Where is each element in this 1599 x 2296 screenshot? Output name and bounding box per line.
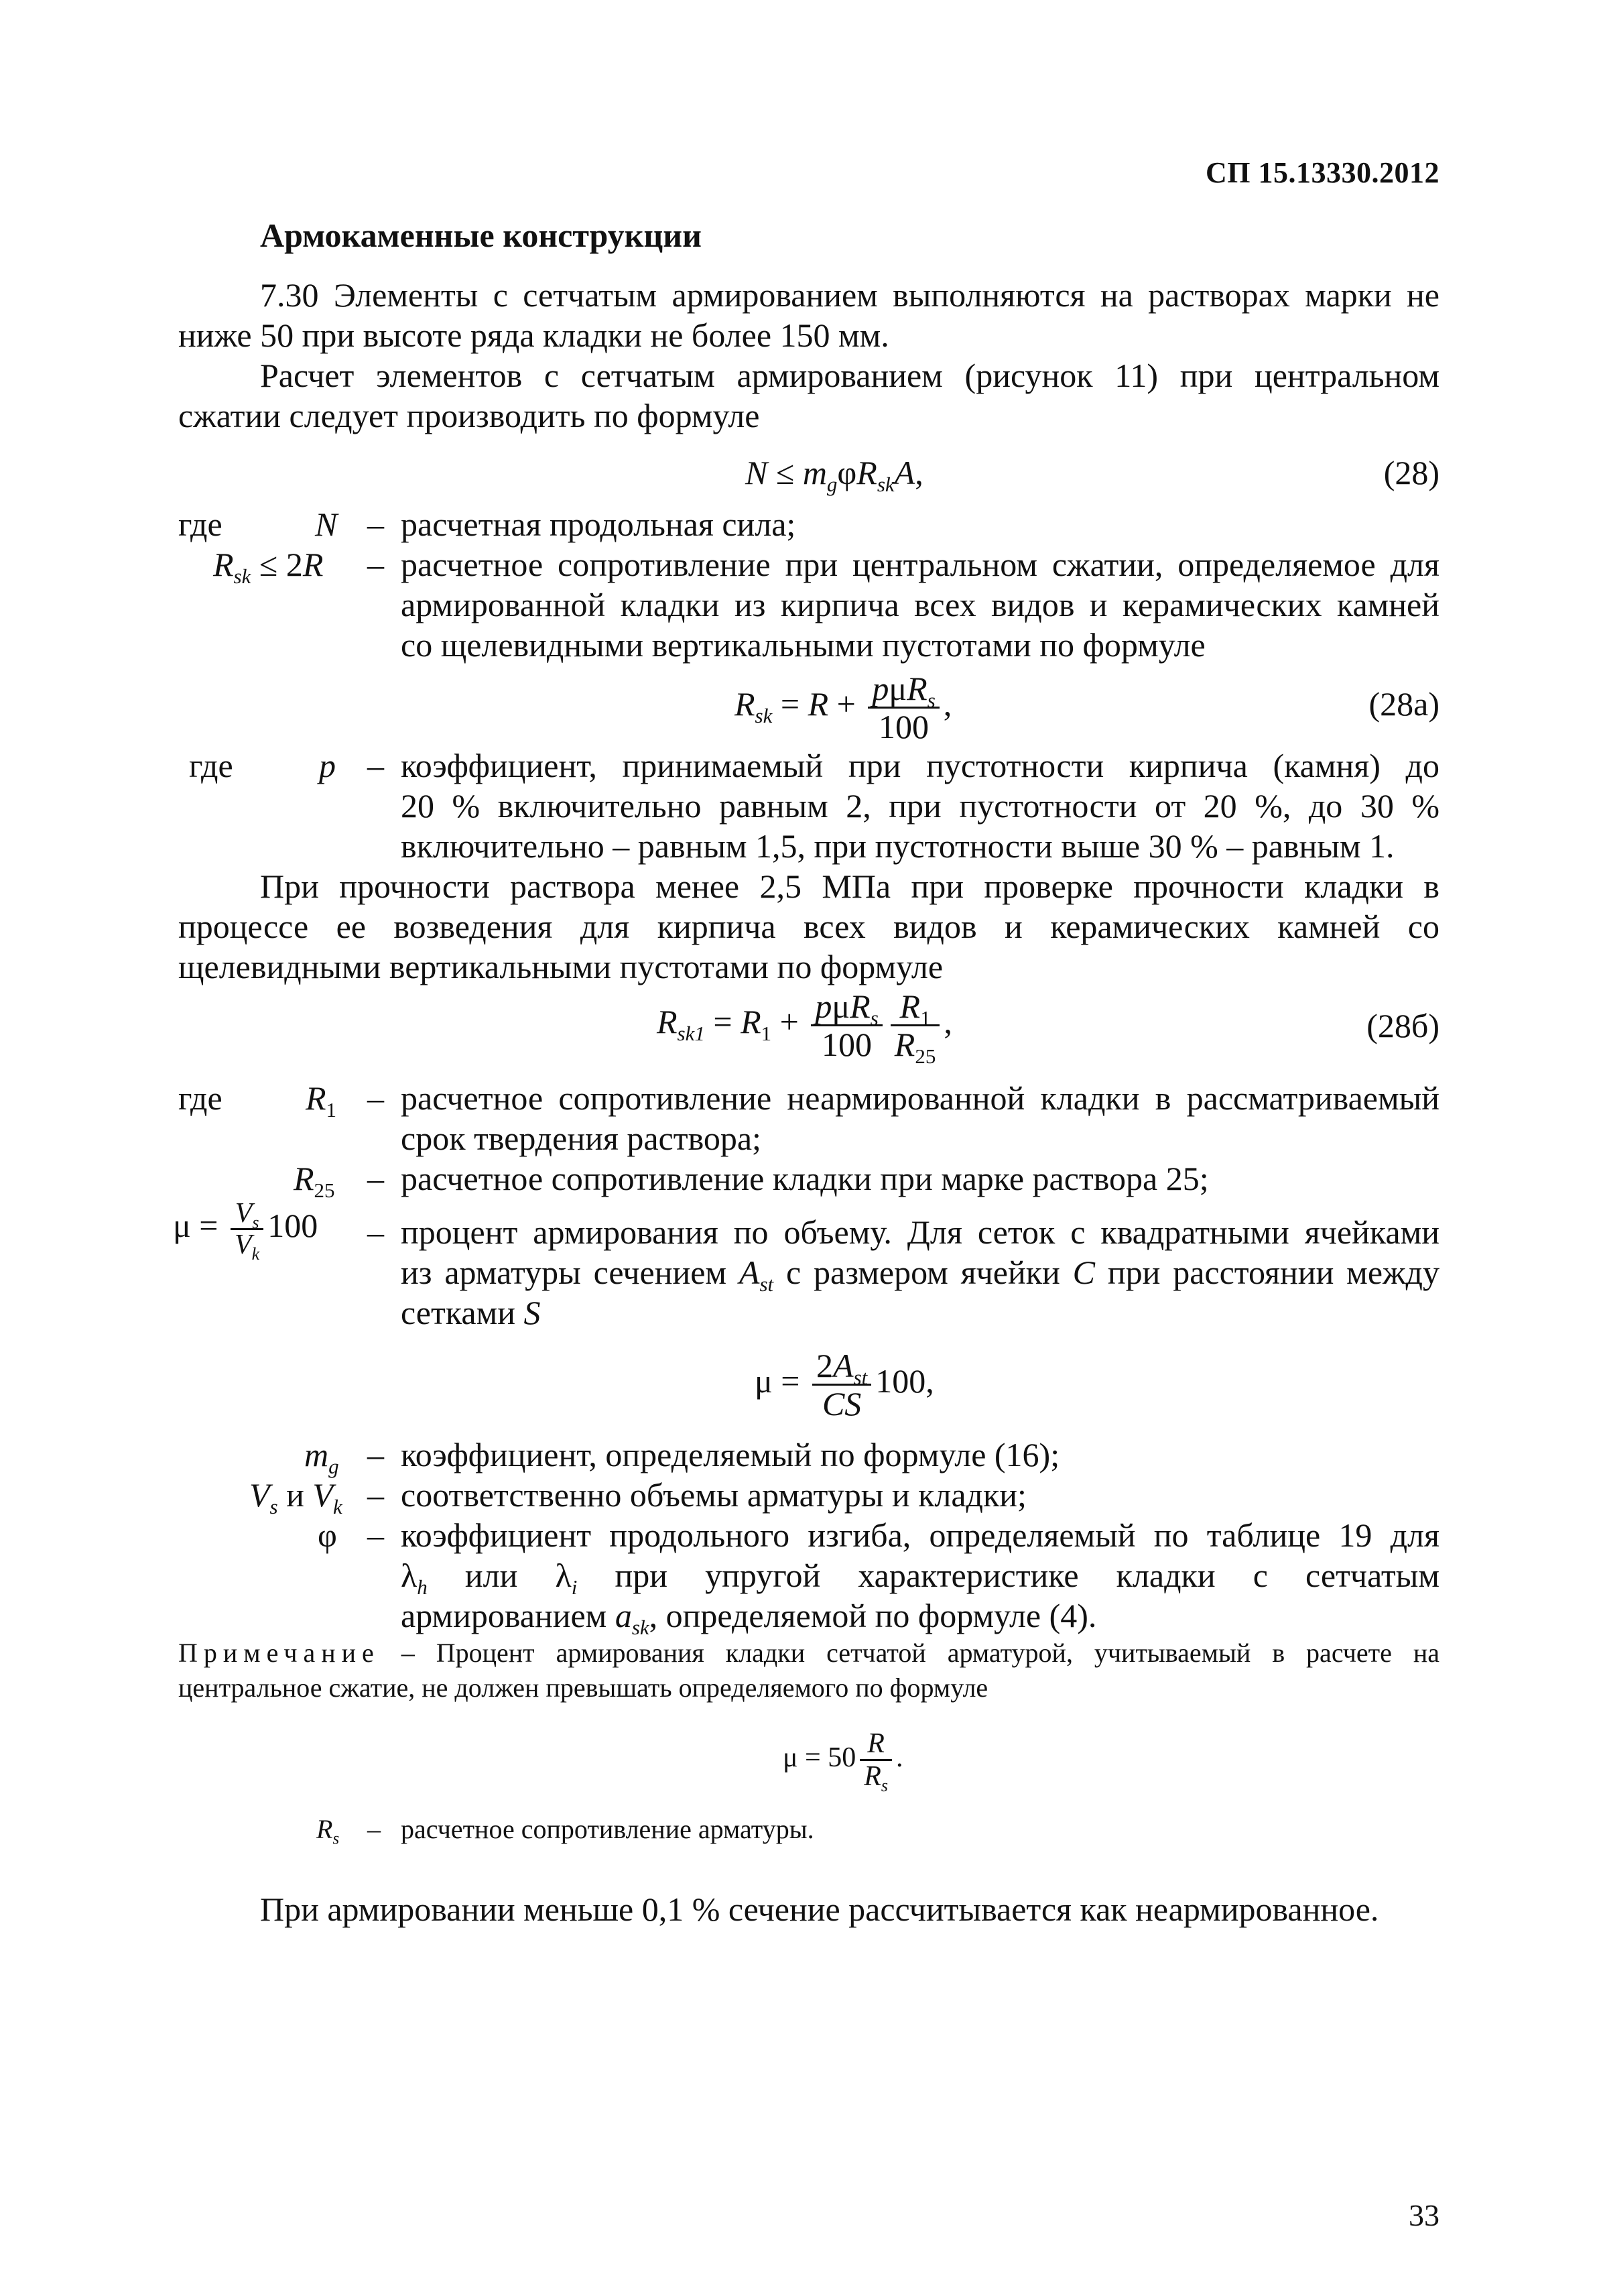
definition-dash: – (367, 1516, 384, 1554)
fraction-numerator: R (860, 1728, 892, 1761)
definition-line: армированной кладки из кирпича всех видов и керамических камней (401, 586, 1440, 623)
formula-subscript: sk (755, 703, 773, 727)
formula-28a (734, 670, 952, 745)
equation-number-28a: (28а) (1368, 685, 1440, 723)
note-line: центральное сжатие, не должен превышать определяемого по формуле (178, 1673, 988, 1703)
formula-punct: , (943, 684, 952, 723)
formula-punct: , (944, 1002, 952, 1040)
definition-mg (0, 1435, 1599, 1478)
definition-text (401, 745, 1440, 866)
formula-28 (745, 452, 923, 496)
definition-dash: – (367, 1079, 384, 1117)
fraction (868, 670, 939, 745)
formula-symbol: λ (401, 1557, 418, 1594)
formula-symbol: R (741, 1002, 761, 1040)
formula-symbol: μ = (755, 1362, 809, 1400)
definition-dash: – (367, 1814, 381, 1844)
where-label: где (189, 747, 233, 784)
formula-symbol: μ = 50 (783, 1742, 856, 1774)
fraction (891, 987, 940, 1068)
symbol-rs (316, 1811, 339, 1848)
formula-symbol: A (894, 454, 915, 491)
formula-subscript: k (332, 1494, 342, 1518)
symbol-phi: φ (318, 1516, 337, 1554)
formula-operator: + (828, 684, 865, 723)
formula-operator: = (704, 1002, 741, 1040)
definition-dash: – (367, 505, 384, 543)
formula-symbol: m (304, 1436, 329, 1473)
formula-subscript: g (826, 472, 838, 496)
equation-number-28: (28) (1383, 454, 1440, 491)
note-label: Примечание (178, 1638, 380, 1668)
definition-line: процент армирования по объему. Для сеток с квадратными ячейками (401, 1213, 1440, 1251)
text-fragment: с размером ячейки (773, 1254, 1073, 1291)
paragraph-line: При армировании меньше 0,1 % сечение рассчитывается как неармированное. (260, 1890, 1379, 1928)
paragraph-final (178, 1889, 1440, 1929)
paragraph-calculation (178, 355, 1440, 436)
definition-text: расчетное сопротивление кладки при марке раствора 25; (401, 1160, 1209, 1197)
symbol-p: p (319, 747, 336, 784)
formula-symbol: m (802, 454, 827, 491)
formula-symbol: φ (837, 454, 857, 491)
fraction-denominator: CS (822, 1385, 862, 1423)
definition-r25 (0, 1158, 1599, 1202)
definition-line (401, 1595, 1440, 1639)
formula-symbol: R (316, 1814, 333, 1844)
formula-subscript: sk (877, 472, 895, 496)
paragraph-line: сжатии следует производить по формуле (178, 397, 760, 434)
symbol-mu (173, 1198, 318, 1264)
formula-subscript: st (759, 1272, 774, 1296)
formula-subscript: st (853, 1365, 868, 1389)
definition-text: коэффициент, определяемый по формуле (16); (401, 1436, 1060, 1473)
formula-punct: . (896, 1742, 903, 1774)
symbol-r25 (294, 1158, 335, 1202)
text-fragment: или (427, 1557, 556, 1594)
text-fragment: сетками (401, 1294, 524, 1331)
definition-line (401, 1252, 1440, 1296)
formula-subscript: s (881, 1776, 889, 1796)
paragraph-7-30 (178, 275, 1440, 355)
definition-rsk (0, 544, 1599, 665)
formula-subscript: s (269, 1494, 278, 1518)
formula-symbol: R (294, 1160, 314, 1197)
formula-operator: = (772, 684, 808, 723)
formula-punct: , (915, 454, 923, 491)
formula-symbol: S (523, 1294, 541, 1331)
definition-dash: – (367, 1213, 384, 1251)
formula-symbol: N (745, 454, 768, 491)
note-block (178, 1636, 1440, 1705)
fraction-denominator: 100 (879, 708, 930, 745)
paragraph-line: ниже 50 при высоте ряда кладки не более 150 мм. (178, 316, 889, 354)
paragraph-line: щелевидными вертикальными пустотами по формуле (178, 948, 944, 985)
fraction (812, 1347, 871, 1422)
formula-symbol: R (907, 670, 928, 707)
fraction-numerator (231, 1198, 263, 1233)
formula-symbol: V (235, 1229, 252, 1260)
text-fragment: при расстоянии между (1095, 1254, 1440, 1291)
formula-symbol: p (872, 670, 889, 707)
paragraph-line: Расчет элементов с сетчатым армированием (рисунок 11) при центральном (260, 357, 1440, 394)
formula-symbol: R (302, 546, 324, 583)
definition-text (401, 1078, 1440, 1158)
definition-line: коэффициент продольного изгиба, определяемый по таблице 19 для (401, 1516, 1440, 1554)
definition-line: включительно – равным 1,5, при пустотности выше 30 % – равным 1. (401, 827, 1395, 865)
formula-symbol: 2 (816, 1347, 834, 1384)
formula-symbol: A (739, 1254, 760, 1291)
paragraph-mortar-strength (178, 866, 1440, 987)
fraction (811, 988, 882, 1063)
formula-subscript: s (927, 688, 936, 712)
definition-line: 20 % включительно равным 2, при пустотности от 20 %, до 30 % (401, 787, 1440, 825)
document-code: СП 15.13330.2012 (1206, 156, 1440, 189)
definition-text (401, 544, 1440, 665)
fraction (860, 1728, 892, 1796)
paragraph-line: процессе ее возведения для кирпича всех видов и керамических камней со (178, 908, 1440, 945)
definition-phi (0, 1515, 1599, 1639)
definition-line (401, 1555, 1440, 1599)
symbol-rsk (213, 544, 324, 588)
definition-line: срок твердения раствора; (401, 1120, 761, 1157)
fraction-denominator: 100 (822, 1026, 873, 1063)
definition-n (0, 504, 1599, 544)
formula-symbol: λ (555, 1557, 572, 1594)
formula-symbol: 100 (267, 1206, 318, 1244)
formula-symbol: R (306, 1079, 326, 1117)
formula-subscript: sk (233, 564, 251, 588)
paragraph-line: 7.30 Элементы с сетчатым армированием выполняются на растворах марки не (260, 276, 1440, 314)
text-fragment: , определяемой по формуле (4). (649, 1597, 1097, 1634)
text-fragment: – Процент армирования кладки сетчатой арматурой, учитываемый в расчете на (379, 1638, 1440, 1668)
text-fragment: армированием (401, 1597, 615, 1634)
formula-subscript: 25 (915, 1044, 936, 1068)
definition-text: соответственно объемы арматуры и кладки; (401, 1476, 1027, 1514)
definition-dash: – (367, 1436, 384, 1473)
note-line (178, 1636, 1440, 1671)
note-definition-rs (0, 1811, 1599, 1848)
formula-subscript: sk1 (677, 1021, 705, 1045)
formula-symbol: μ (832, 987, 850, 1025)
formula-operator: ≤ (767, 454, 803, 491)
definition-text: расчетное сопротивление арматуры. (401, 1814, 814, 1844)
formula-subscript: s (332, 1829, 340, 1848)
formula-symbol: 100, (875, 1362, 934, 1400)
text-fragment: из арматуры сечением (401, 1254, 739, 1291)
paragraph-line: При прочности раствора менее 2,5 МПа при проверке прочности кладки в (260, 867, 1440, 905)
formula-symbol: V (312, 1476, 333, 1514)
symbol-volumes (249, 1475, 342, 1518)
note-formula (783, 1728, 903, 1796)
formula-subscript: s (252, 1213, 259, 1233)
definition-line (401, 1292, 1440, 1333)
fraction-numerator (812, 1347, 871, 1389)
definition-r1 (0, 1078, 1599, 1158)
formula-28b (657, 987, 952, 1068)
definition-mu (0, 1198, 1599, 1333)
formula-symbol: μ = (173, 1206, 227, 1244)
formula-mu (755, 1347, 934, 1422)
definition-p (0, 745, 1599, 866)
symbol-r1 (306, 1078, 337, 1122)
equation-number-28b: (28б) (1366, 1007, 1440, 1044)
formula-subscript: 1 (761, 1021, 772, 1045)
formula-subscript: h (417, 1575, 428, 1599)
formula-symbol: R (808, 684, 829, 723)
definition-text: расчетная продольная сила; (401, 505, 796, 543)
symbol-mg (304, 1435, 339, 1478)
formula-subscript: i (571, 1575, 578, 1599)
formula-subscript: 1 (326, 1097, 337, 1122)
formula-symbol: R (213, 546, 234, 583)
definition-dash: – (367, 747, 384, 784)
formula-subscript: sk (631, 1615, 649, 1639)
fraction-numerator (891, 987, 940, 1030)
text-fragment: при упругой характеристике кладки с сетчатым (577, 1557, 1440, 1594)
definition-text (401, 1515, 1440, 1639)
formula-operator: + (771, 1002, 808, 1040)
text-fragment: и (277, 1476, 313, 1514)
formula-symbol: R (850, 987, 871, 1025)
definition-text (401, 1212, 1440, 1333)
formula-subscript: k (251, 1244, 260, 1264)
definition-dash: – (367, 1160, 384, 1197)
definition-line: коэффициент, принимаемый при пустотности кирпича (камня) до (401, 747, 1440, 784)
formula-symbol: V (235, 1198, 253, 1229)
formula-symbol: p (815, 987, 832, 1025)
definition-line: со щелевидными вертикальными пустотами по формуле (401, 626, 1206, 664)
formula-symbol: a (615, 1597, 632, 1634)
formula-symbol: R (856, 454, 877, 491)
formula-subscript: s (870, 1006, 879, 1030)
fraction-denominator (860, 1761, 892, 1796)
formula-symbol: R (864, 1761, 881, 1792)
formula-symbol: μ (889, 670, 907, 707)
formula-symbol: R (734, 684, 755, 723)
fraction-denominator (231, 1229, 263, 1264)
formula-symbol: R (894, 1026, 915, 1063)
definition-line: расчетное сопротивление при центральном сжатии, определяемое для (401, 546, 1440, 583)
formula-subscript: g (328, 1454, 339, 1478)
formula-subscript: 25 (314, 1178, 335, 1202)
definition-dash: – (367, 1476, 384, 1514)
fraction-numerator (811, 987, 882, 1030)
definition-line: расчетное сопротивление неармированной кладки в рассматриваемый (401, 1079, 1440, 1117)
where-label: где (178, 505, 222, 543)
formula-operator: ≤ 2 (251, 546, 303, 583)
formula-symbol: C (1072, 1254, 1096, 1291)
formula-symbol: R (899, 987, 921, 1025)
definition-dash: – (367, 546, 384, 583)
fraction (231, 1198, 263, 1264)
section-title: Армокаменные конструкции (260, 217, 702, 254)
definition-volumes (0, 1475, 1599, 1518)
page-number: 33 (1409, 2198, 1440, 2232)
fraction-denominator (891, 1026, 940, 1068)
formula-subscript: 1 (920, 1006, 931, 1030)
where-label: где (178, 1079, 222, 1117)
formula-symbol: V (249, 1476, 270, 1514)
formula-symbol: A (833, 1347, 854, 1384)
formula-symbol: R (657, 1002, 678, 1040)
fraction-numerator (868, 670, 939, 712)
symbol-n: N (315, 505, 338, 543)
